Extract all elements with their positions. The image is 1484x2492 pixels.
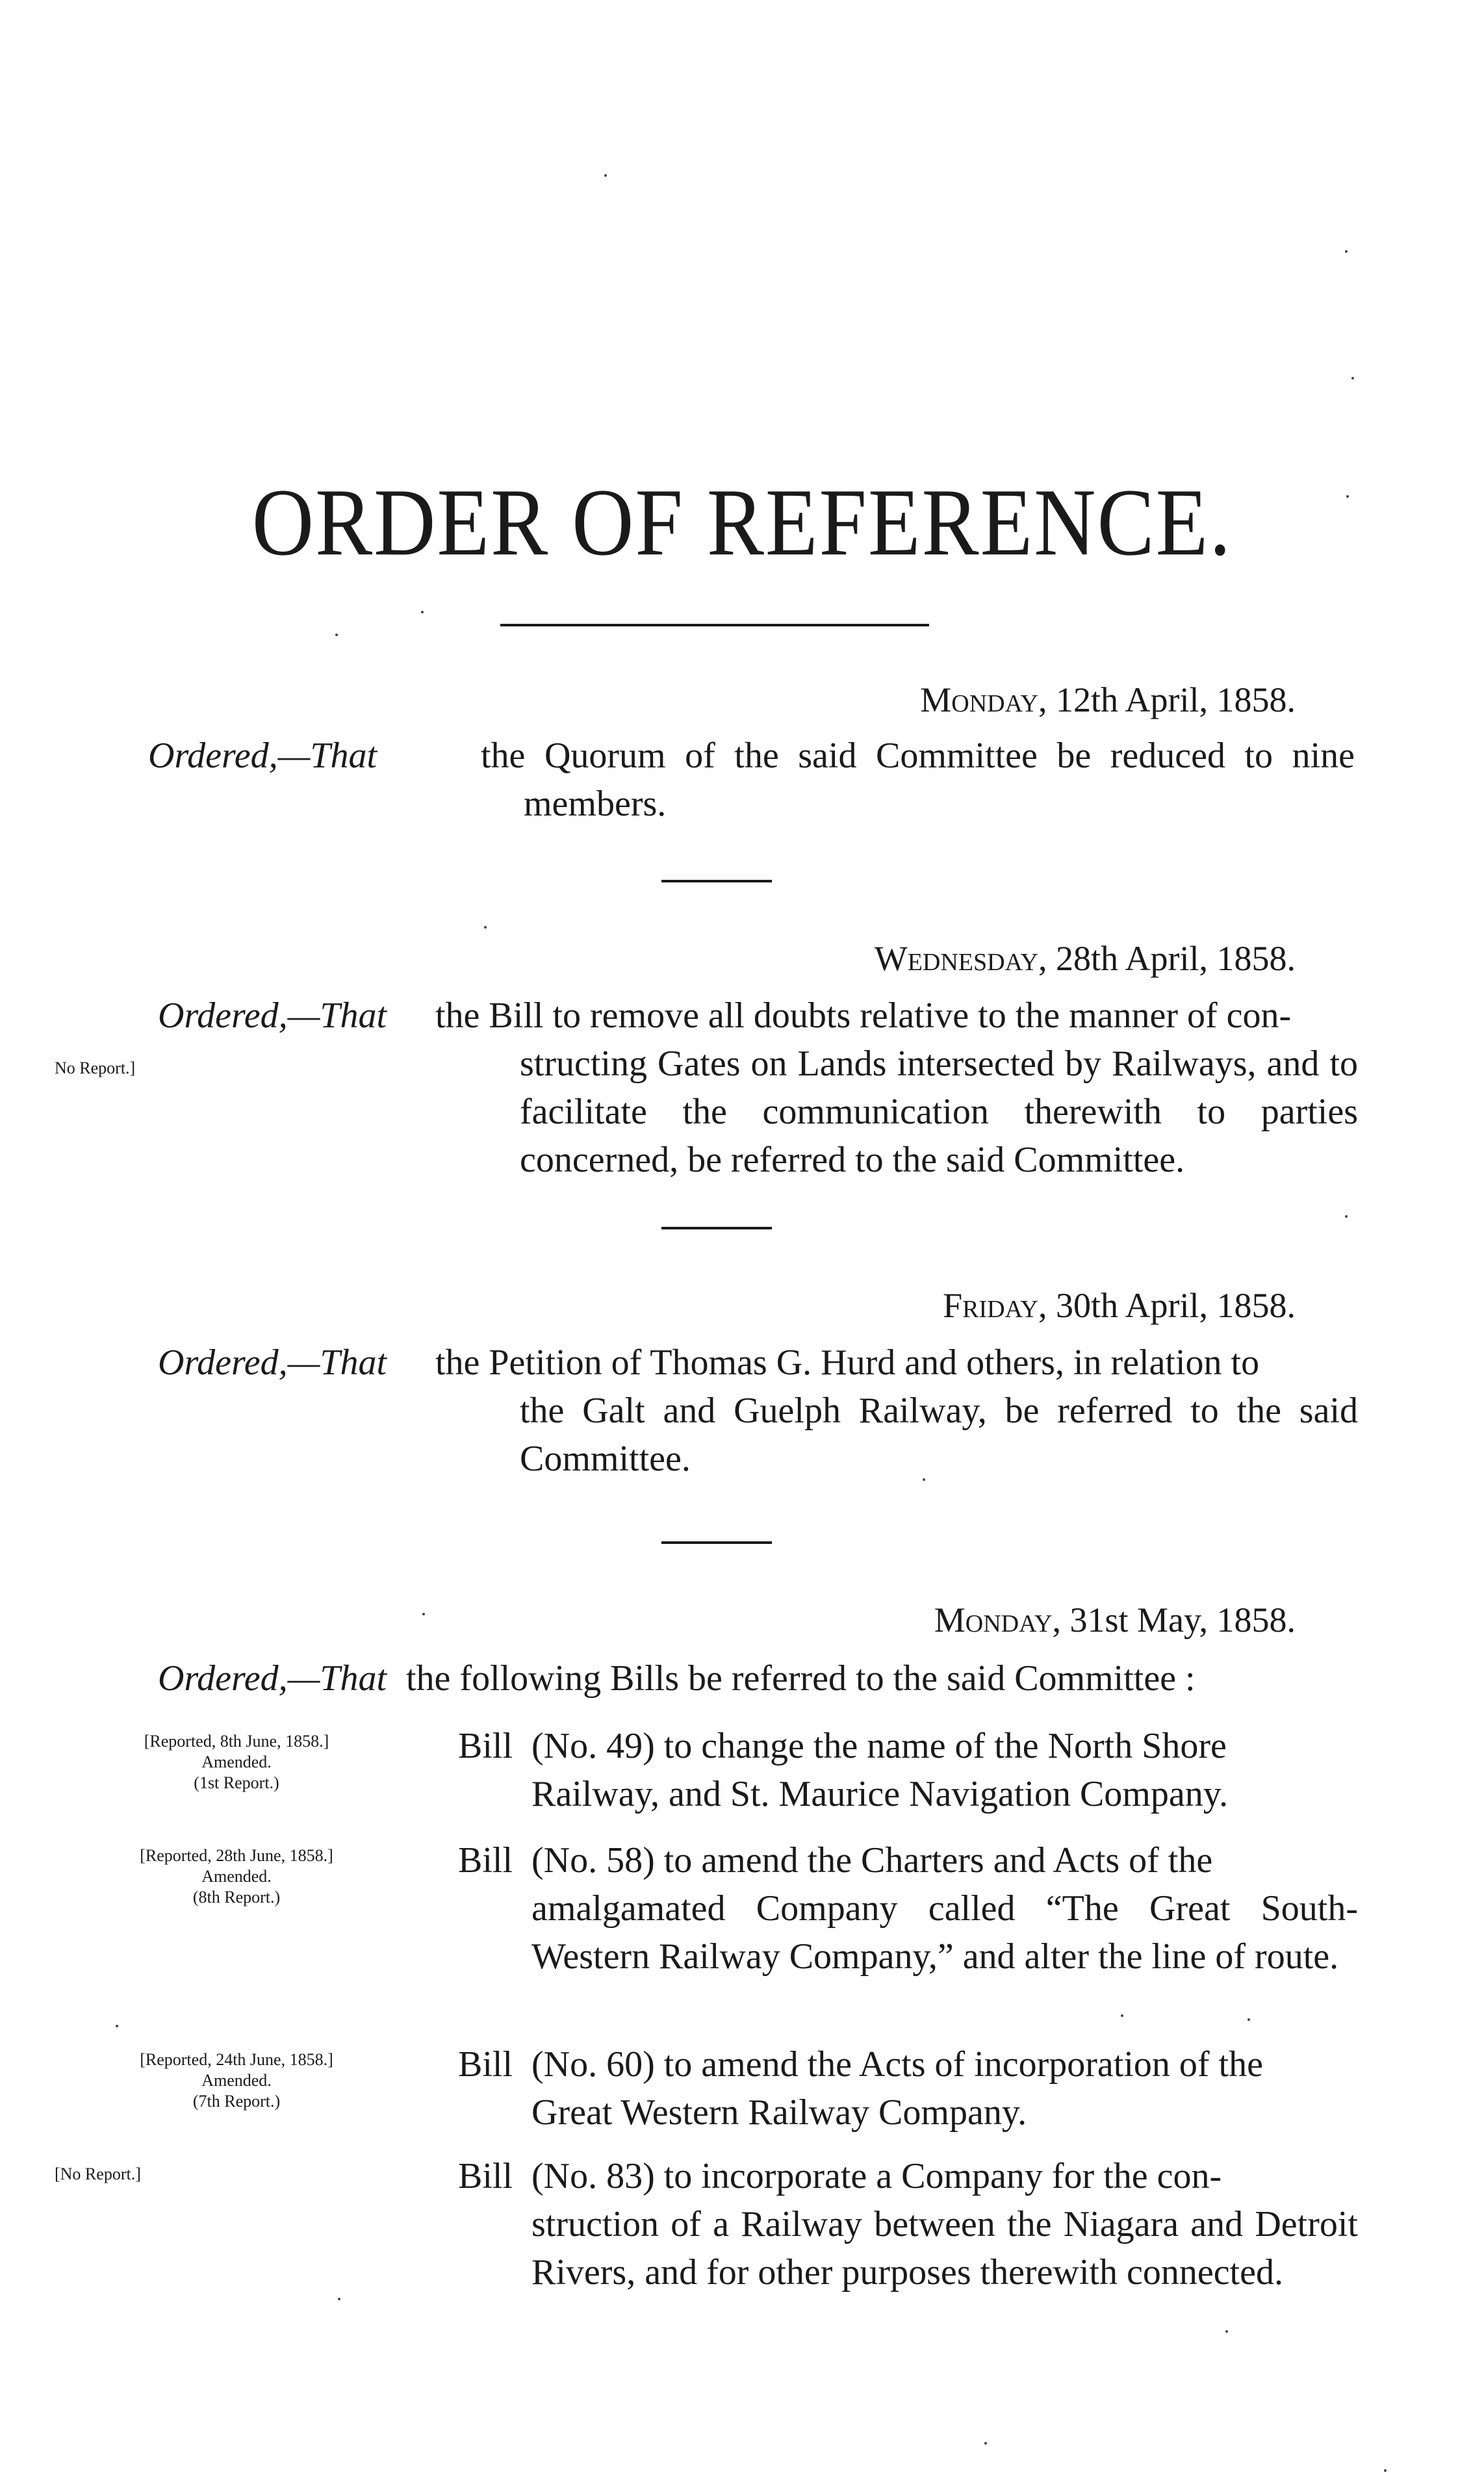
ordered-phrase: Ordered,—That [158, 1658, 387, 1699]
bill-note [55, 2049, 418, 2112]
bill-note-line: Amended. [201, 1753, 272, 1771]
section-rule [661, 880, 772, 882]
bill-note-line: (8th Report.) [192, 1888, 281, 1907]
scan-speck [116, 2025, 118, 2027]
section-date-rest: , 31st May, 1858. [1052, 1600, 1296, 1639]
order-text: the Galt and Guelph Railway, be referred to the said Committee. [520, 1391, 1358, 1479]
scan-speck [1247, 2018, 1250, 2021]
bill-label: Bill [458, 2044, 513, 2085]
section-date-rest: , 28th April, 1858. [1038, 939, 1296, 978]
order-text: the Quorum of the said Committee be reduced to nine members. [481, 736, 1355, 824]
section-day: Wednesday [874, 939, 1038, 978]
section-day: Monday [934, 1600, 1053, 1639]
order-text-lead: the Petition of Thomas G. Hurd and others, in relation to [435, 1342, 1260, 1383]
section-rule [661, 1227, 772, 1229]
bill-note [55, 1845, 418, 1908]
order-text-lead: the following Bills be referred to the said Committee : [406, 1658, 1196, 1699]
scan-speck [1345, 250, 1348, 253]
scan-speck [984, 2442, 987, 2445]
bill-note [55, 2164, 141, 2185]
bill-label: Bill [458, 1726, 513, 1766]
scan-speck [1121, 2014, 1123, 2017]
section-date-rest: , 30th April, 1858. [1038, 1286, 1296, 1325]
section-date [934, 1602, 1296, 1638]
scan-speck [1345, 1215, 1348, 1218]
scan-speck [1346, 495, 1349, 498]
scan-speck [604, 174, 607, 177]
scan-speck [484, 926, 487, 929]
bill-text-lead: (No. 60) to amend the Acts of incorporation of the [531, 2044, 1263, 2085]
scan-speck [422, 1613, 425, 1615]
bill-text: amalgamated Company called “The Great South-Western Railway Company,” and alter the line of route. [531, 1888, 1358, 1977]
title-rule [500, 624, 929, 626]
bill-note-line: Amended. [201, 1867, 272, 1886]
scan-speck [421, 611, 424, 613]
page-title: ORDER OF REFERENCE. [251, 469, 1233, 576]
ordered-phrase: Ordered,—That [148, 736, 377, 776]
bill-text: struction of a Railway between the Niagara and Detroit Rivers, and for other purposes therewith connected. [531, 2204, 1358, 2293]
bill-note-line: (1st Report.) [194, 1773, 279, 1792]
section-date [875, 941, 1296, 976]
scan-speck [335, 634, 338, 636]
section-day: Monday [920, 680, 1038, 719]
section-date-rest: , 12th April, 1858. [1038, 680, 1296, 719]
section-date [943, 1288, 1296, 1323]
bill-label: Bill [458, 2156, 513, 2196]
bill-text: Great Western Railway Company. [531, 2092, 1027, 2133]
order-text: structing Gates on Lands intersected by Railways, and to facilitate the communication therewith to parties concerned, be referred to the said Committee. [520, 1044, 1358, 1180]
bill-note-line: (7th Report.) [192, 2092, 281, 2111]
bill-label: Bill [458, 1840, 513, 1881]
bill-note-line: Amended. [201, 2071, 272, 2090]
bill-note [55, 1731, 418, 1793]
bill-text: Railway, and St. Maurice Navigation Company. [531, 1774, 1229, 1814]
order-text-lead: the Bill to remove all doubts relative to the manner of con- [435, 996, 1292, 1036]
bill-note-line: [Reported, 24th June, 1858.] [140, 2050, 333, 2069]
scan-speck [923, 1478, 925, 1481]
scan-speck [1225, 2330, 1228, 2333]
bill-text-lead: (No. 49) to change the name of the North Shore [531, 1726, 1227, 1766]
scan-speck [1351, 377, 1354, 379]
scan-speck [1384, 2469, 1387, 2472]
bill-text-lead: (No. 83) to incorporate a Company for the con- [531, 2156, 1222, 2196]
scan-speck [338, 2298, 340, 2300]
bill-note-line: [Reported, 8th June, 1858.] [144, 1732, 329, 1751]
ordered-phrase: Ordered,—That [158, 996, 387, 1036]
margin-note: No Report.] [55, 1059, 136, 1077]
ordered-phrase: Ordered,—That [158, 1342, 387, 1383]
bill-note-line: [Reported, 28th June, 1858.] [140, 1846, 333, 1865]
section-rule [661, 1541, 772, 1544]
section-date [920, 682, 1296, 717]
section-day: Friday [943, 1286, 1038, 1325]
bill-text-lead: (No. 58) to amend the Charters and Acts of the [531, 1840, 1213, 1881]
bill-note-line: [No Report.] [55, 2164, 141, 2183]
